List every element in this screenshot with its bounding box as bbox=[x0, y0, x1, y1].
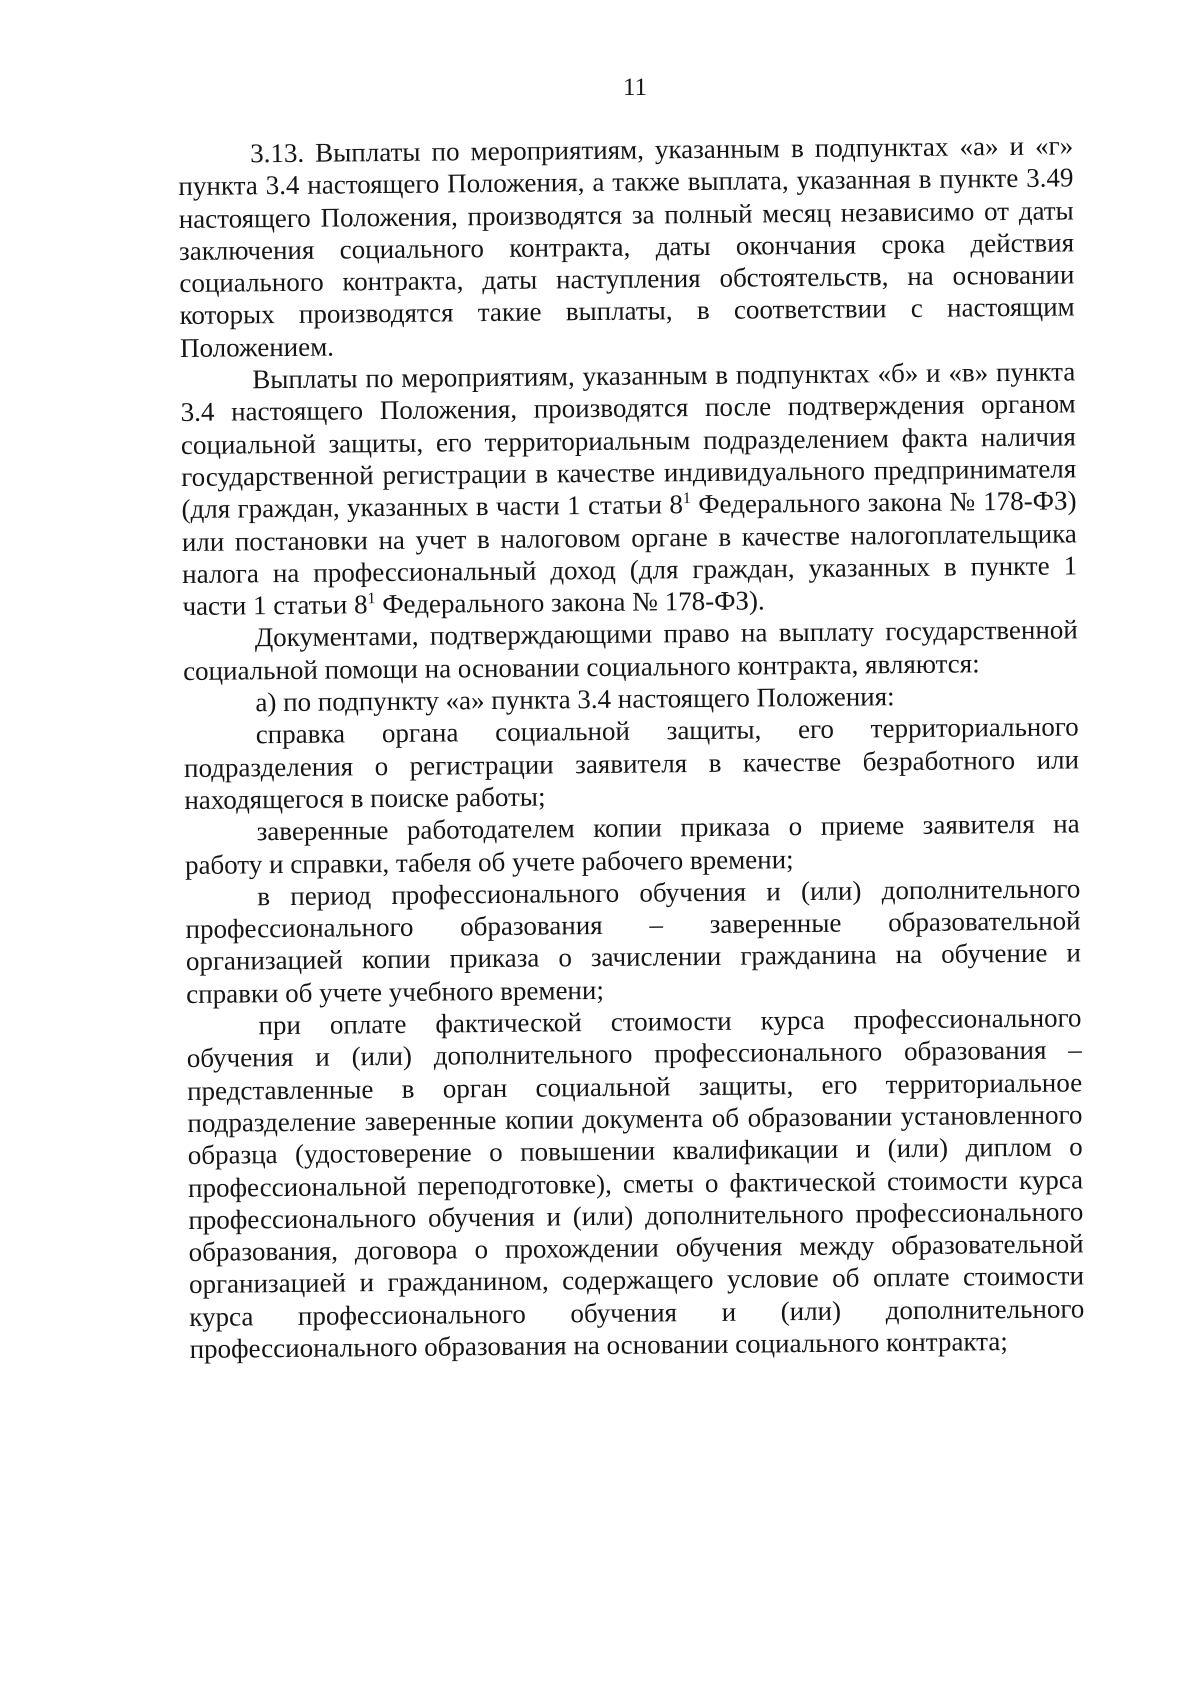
list-item-a-heading: а) по подпункту «а» пункта 3.4 настоящего Положения: bbox=[255, 681, 895, 718]
paragraph-3-13: 3.13. Выплаты по мероприятиям, указанным в подпунктах «а» и «г» пункта 3.4 настоящего Положения, а также выплата, указанная в пункте 3.49 настоящего Положения, производятся за полный месяц независимо от даты заключения социального контракта, даты окончания срока действия социального контракта, даты наступления обстоятельств, на основании которых производятся такие выплаты, в соответствии с настоящим Положением. bbox=[178, 130, 1075, 363]
list-item-training-period: в период профессионального обучения и (или) дополнительного профессионального образования – заверенные образовательной организацией копии приказа о зачислении гражданина на обучение и справки об учете учебного времени; bbox=[185, 873, 1082, 1009]
superscript: 1 bbox=[367, 590, 376, 608]
list-item-employer-copies: заверенные работодателем копии приказа о приеме заявителя на работу и справки, табеля об учете рабочего времени; bbox=[184, 808, 1080, 880]
list-item-course-payment: при оплате фактической стоимости курса профессионального обучения и (или) дополнительного профессионального образования – представленные в орган социальной защиты, его территориальное подразделение заверенные копии документа об образовании установленного образца (удостоверение о повышении квалификации и (или) диплом о профессиональной переподготовке), сметы о фактической стоимости курса профессионального обучения и (или) дополнительного профессионального образования, договора о прохождении обучения между образовательной организацией и гражданином, содержащего условие об оплате стоимости курса профессионального обучения и (или) дополнительного профессионального образования на основании социального контракта; bbox=[186, 1002, 1085, 1364]
paragraph-text-part: Выплаты по мероприятиям, указанным в подпунктах «б» и «в» пункта 3.4 настоящего Положения, производятся после подтверждения органом социальной защиты, его территориальным подразделением факта наличия государственной регистрации в качестве индивидуального предпринимателя (для граждан, указанных в части 1 статьи 8 bbox=[180, 356, 1077, 525]
list-item-certificate: справка органа социальной защиты, его территориального подразделения о регистрации заявителя в качестве безработного или находящегося в поиске работы; bbox=[183, 711, 1080, 815]
paragraph-documents-intro: Документами, подтверждающими право на выплату государственной социальной помощи на основании социального контракта, являются: bbox=[182, 614, 1078, 686]
paragraph-text-part: Федерального закона № 178-ФЗ). bbox=[375, 585, 765, 620]
paragraph-payments-b-v bbox=[180, 355, 1077, 622]
paragraph-text-part: Федерального закона № 178-ФЗ) или постановки на учет в налоговом органе в качестве налогоплательщика налога на профессиональный доход (для граждан, указанных в пункте 1 части 1 статьи 8 bbox=[181, 485, 1078, 622]
document-body bbox=[178, 129, 1085, 1365]
superscript: 1 bbox=[682, 490, 691, 508]
page-number: 11 bbox=[622, 74, 648, 101]
